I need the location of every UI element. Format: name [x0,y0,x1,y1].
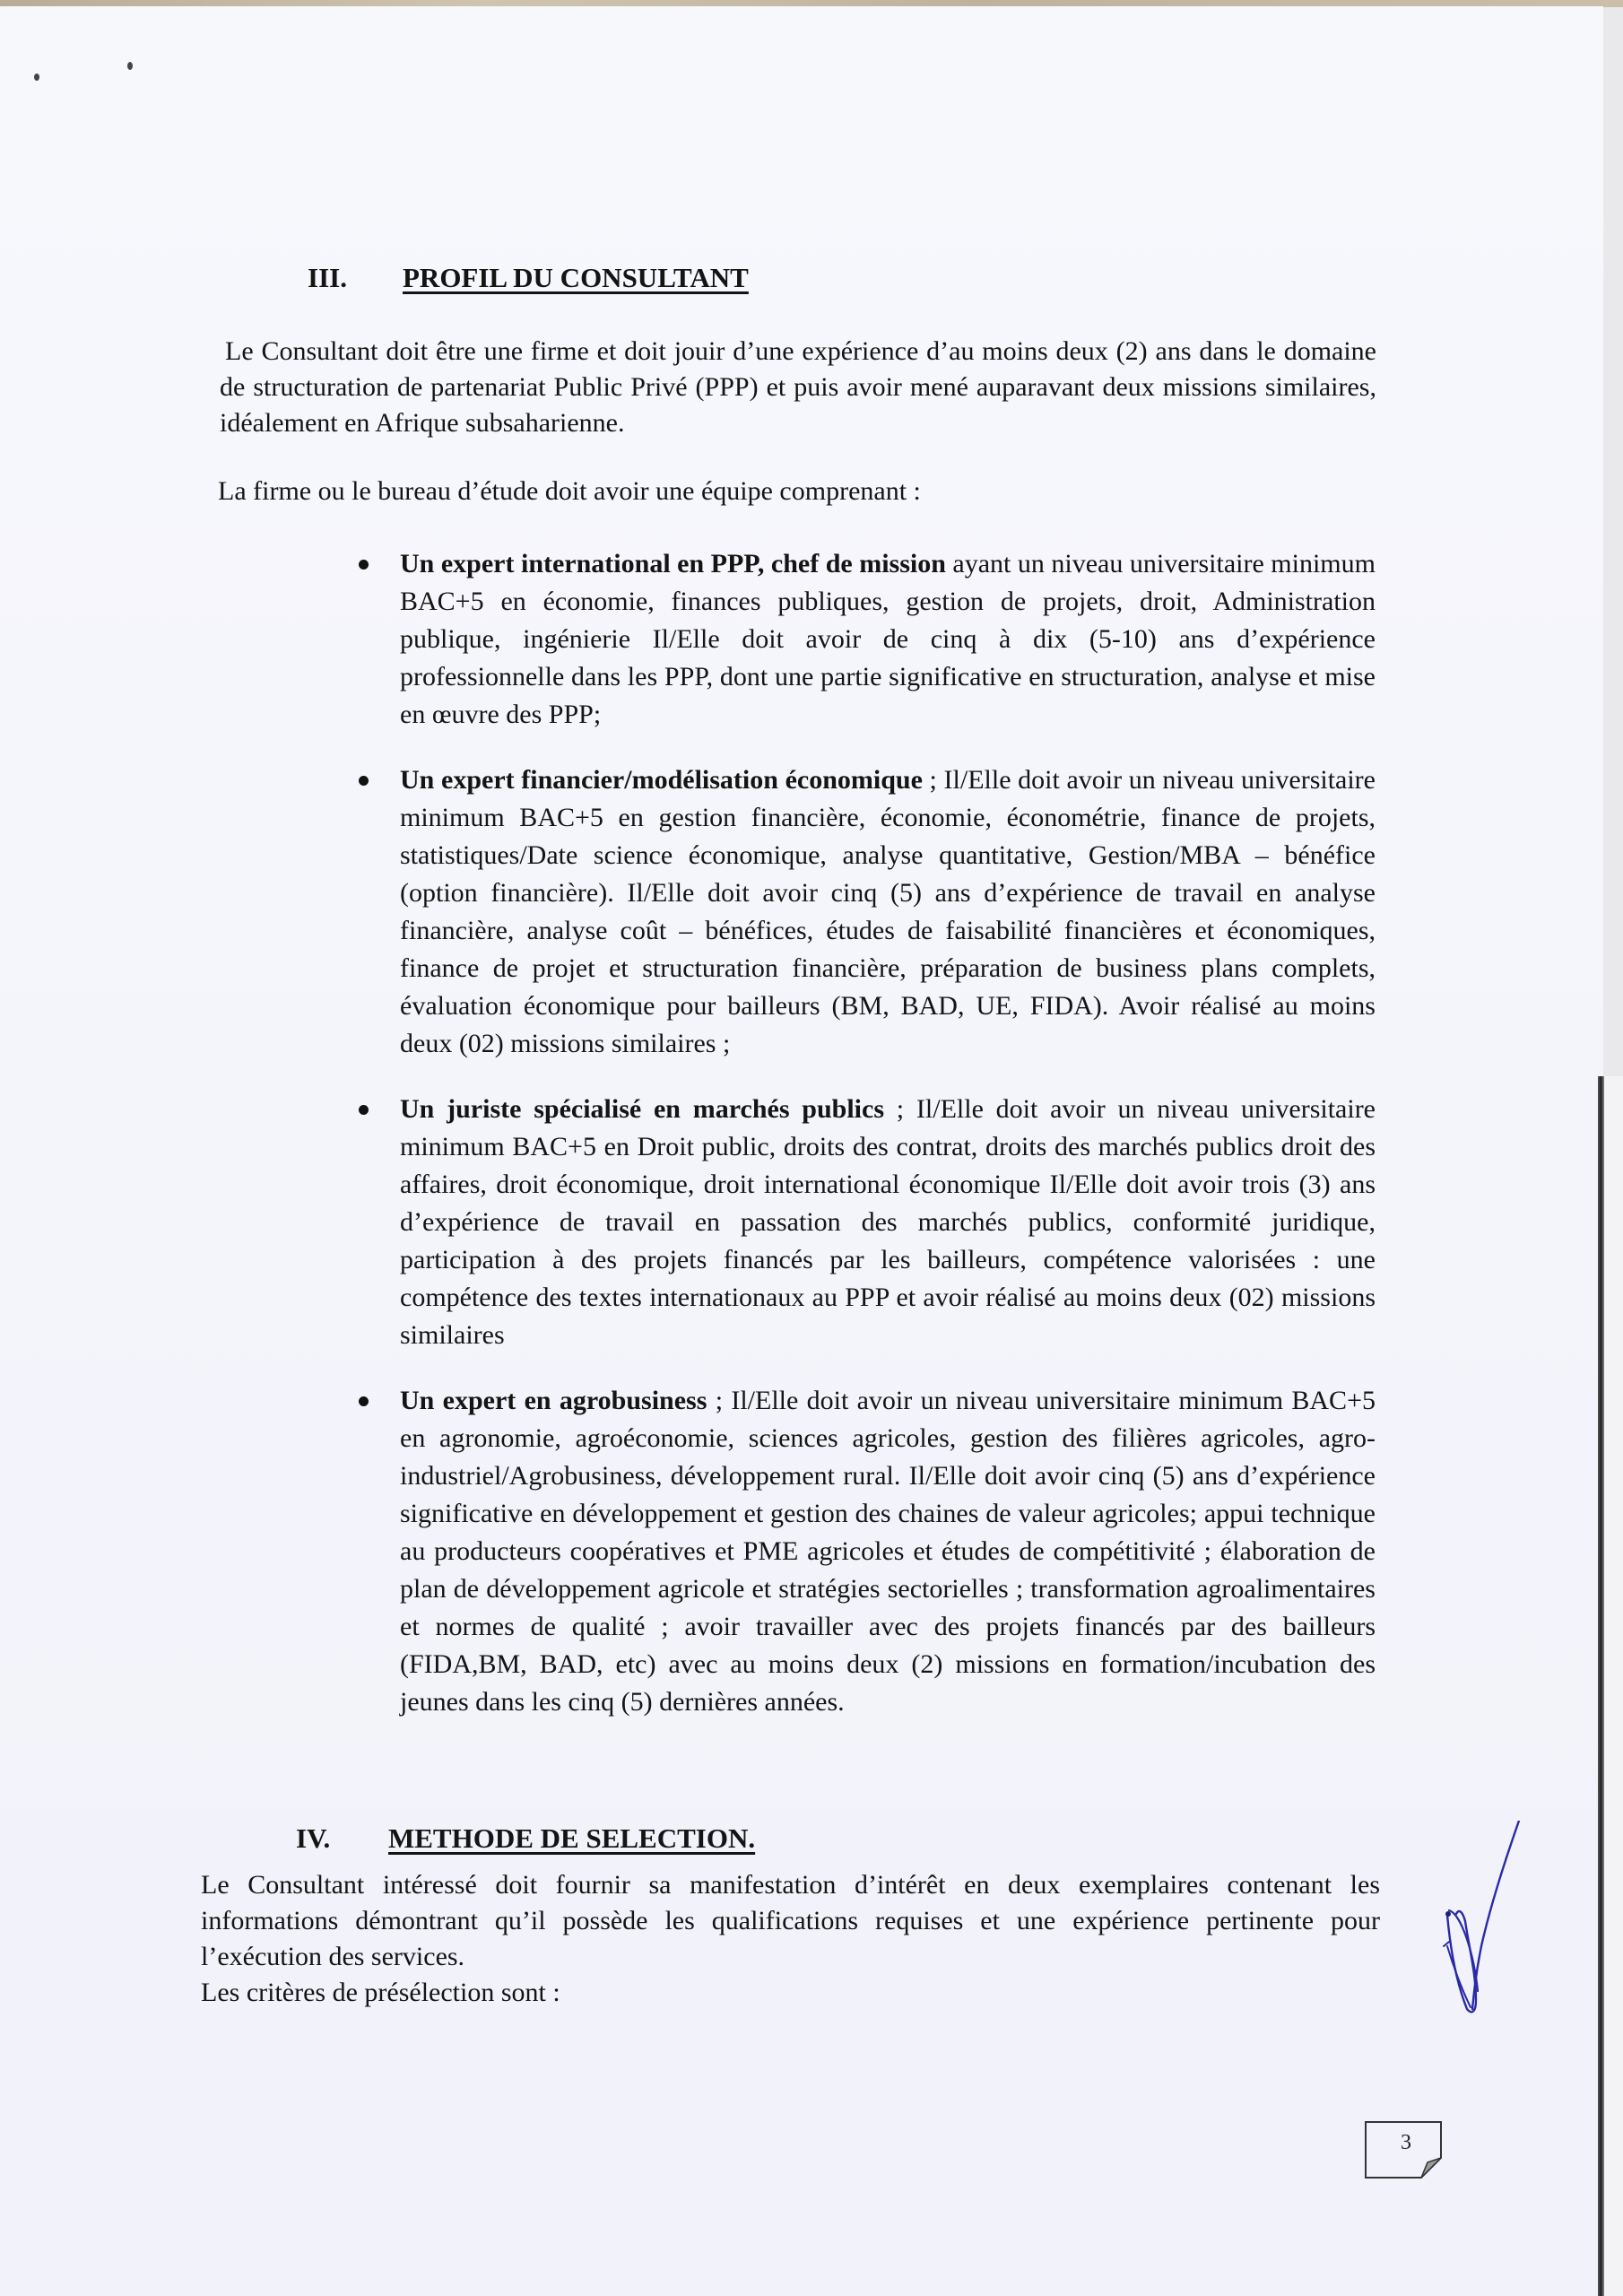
consultant-intro-paragraph: Le Consultant doit être une firme et doit jouir d’une expérience d’au moins deux (2) ans dans le domaine de structuration de partenariat Public Privé (PPP) et puis avoir mené auparavant deux missions similaires, idéalement en Afrique subsaharienne. [220,336,1376,438]
expert-item [400,1091,1376,1354]
bullet-icon [359,776,369,786]
scan-speck [127,62,133,70]
handwritten-signature [1435,1821,1533,2027]
section-number: III. [308,262,347,293]
scan-speck [34,74,39,81]
expert-description: ayant un niveau universitaire minimum BAC+5 en économie, finances publiques, gestion de projets, droit, Administration publique, ingénierie Il/Elle doit avoir de cinq à dix (5-10) ans d’expérience professionnelle dans les PPP, dont une partie significative en structuration, analyse et mise en œuvre des PPP; [400,549,1376,729]
expert-description: ; Il/Elle doit avoir un niveau universitaire minimum BAC+5 en gestion financière, économie, économétrie, finance de projets, statistiques/Date science économique, analyse quantitative, Gestion/MBA – bénéfice (option financière). Il/Elle doit avoir cinq (5) ans d’expérience de travail en analyse financière, analyse coût – bénéfices, études de faisabilité financières et économiques, finance de projet et structuration financière, préparation de business plans complets, évaluation économique pour bailleurs (BM, BAD, UE, FIDA). Avoir réalisé au moins deux (02) missions similaires ; [400,765,1376,1058]
page-number: 3 [1401,2131,1411,2154]
bullet-icon [359,1105,369,1115]
preselection-criteria-intro: Les critères de présélection sont : [201,1978,560,2007]
page-edge-shadow [1598,1076,1604,2296]
expert-item [400,1382,1376,1721]
expert-description: ; Il/Elle doit avoir un niveau universitaire minimum BAC+5 en Droit public, droits des contrat, droits des marchés publics droit des affaires, droit économique, droit international économique Il/Elle doit avoir trois (3) ans d’expérience de travail en passation des marchés publics, conformité juridique, participation à des projets financés par les bailleurs, compétence valorisées : une compétence des textes internationaux au PPP et avoir réalisé au moins deux (02) missions similaires [400,1094,1376,1350]
expert-item [400,761,1376,1063]
section-title: METHODE DE SELECTION. [388,1822,756,1854]
expert-item [400,545,1376,734]
scan-margin [1604,1076,1623,2296]
bullet-icon [359,560,369,570]
section-number: IV. [296,1822,331,1854]
expert-title: Un expert en agrobusiness [400,1386,707,1415]
expert-title: Un expert financier/modélisation économique [400,765,923,795]
expert-description: ; Il/Elle doit avoir un niveau universitaire minimum BAC+5 en agronomie, agroéconomie, sciences agricoles, gestion des filières agricoles, agro-industriel/Agrobusiness, développement rural. Il/Elle doit avoir cinq (5) ans d’expérience significative en développement et gestion des chaines de valeur agricoles; appui technique au producteurs coopératives et PME agricoles et études de compétitivité ; élaboration de plan de développement agricole et stratégies sectorielles ; transformation agroalimentaires et normes de qualité ; avoir travailler avec des projets financés par des bailleurs (FIDA,BM, BAD, etc) avec au moins deux (2) missions en formation/incubation des jeunes dans les cinq (5) dernières années. [400,1386,1376,1717]
bullet-icon [359,1396,369,1406]
expert-list [400,545,1376,1749]
expert-title: Un expert international en PPP, chef de mission [400,549,946,578]
selection-method-paragraph: Le Consultant intéressé doit fournir sa manifestation d’intérêt en deux exemplaires contenant les informations démontrant qu’il possède les qualifications requises et une expérience pertinente pour l’exécution des services. [201,1870,1380,1971]
section-title: PROFIL DU CONSULTANT [403,262,749,293]
section-iii-heading [308,260,935,300]
team-intro-paragraph: La firme ou le bureau d’étude doit avoir une équipe comprenant : [218,476,921,506]
expert-title: Un juriste spécialisé en marchés publics [400,1094,885,1124]
section-iv-heading [296,1821,924,1860]
